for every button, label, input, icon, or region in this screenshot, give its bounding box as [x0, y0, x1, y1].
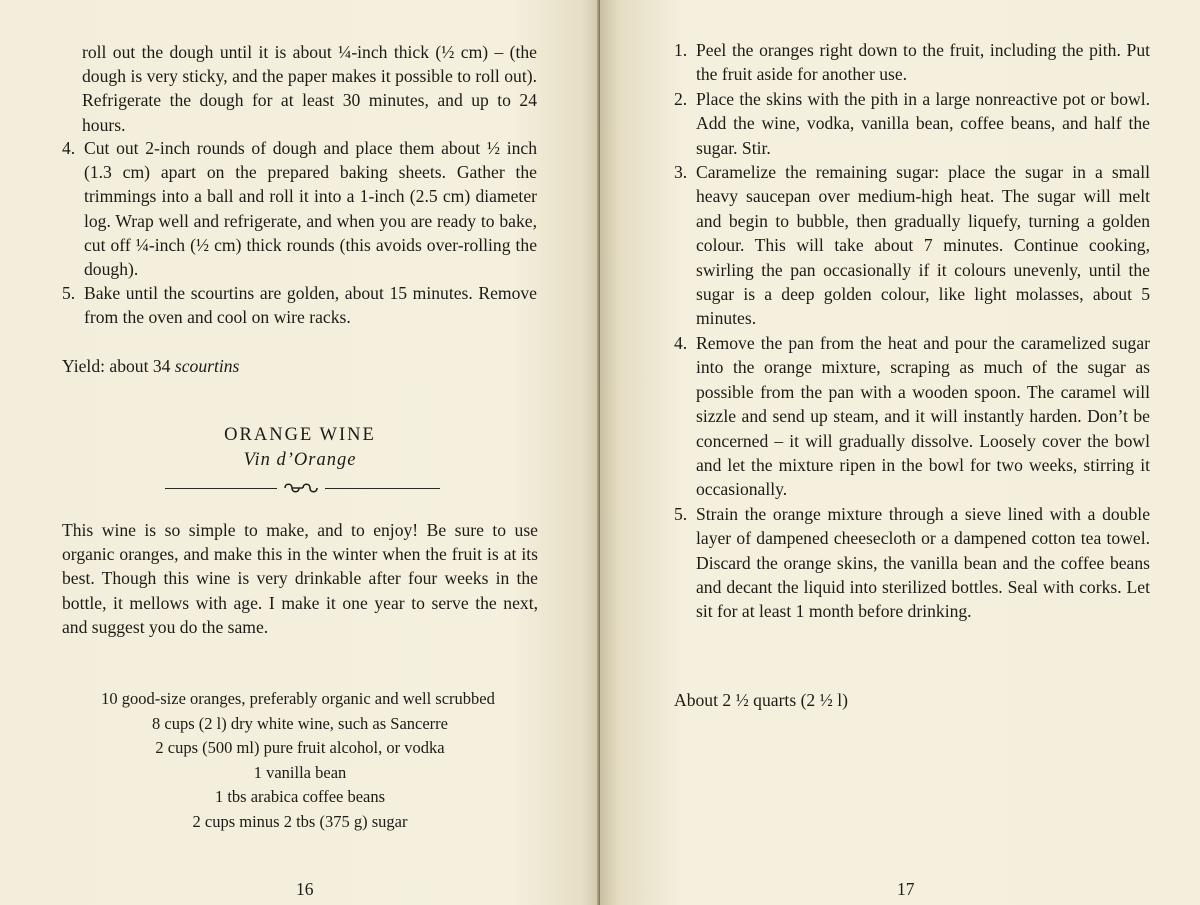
step-text: Strain the orange mixture through a sieve lined with a double layer of dampened cheesecloth or a dampened cotton tea towel. Discard the orange skins, the vanilla bean and the coffee beans and decant the liquid into sterilized bottles. Seal with corks. Let sit for at least 1 month before drinking.: [696, 503, 1150, 622]
ingredient-item: 8 cups (2 l) dry white wine, such as Sancerre: [152, 713, 448, 733]
page-number-left: 16: [296, 879, 314, 899]
yield-line: [62, 354, 239, 378]
step-number: 5.: [62, 283, 76, 304]
step-text: Peel the oranges right down to the fruit, including the pith. Put the fruit aside for another use.: [696, 40, 1150, 85]
yield-item: scourtins: [174, 356, 240, 376]
yield-amount: About 2 ½ quarts (2 ½ l): [674, 690, 848, 710]
right-steps-list: [674, 38, 1150, 624]
ingredient-item: 2 cups (500 ml) pure fruit alcohol, or vodka: [155, 738, 445, 758]
page-number-right: 17: [897, 879, 915, 899]
divider-line-right: [325, 488, 440, 489]
ingredient-item: 10 good-size oranges, preferably organic and well scrubbed: [101, 689, 495, 708]
ingredient-item: 1 vanilla bean: [253, 762, 347, 782]
step-text: Cut out 2-inch rounds of dough and place them about ½ inch (1.3 cm) apart on the prepared baking sheets. Gather the trimmings into a ball and roll it into a 1-inch (2.5 cm) diameter log. Wrap well and refrigerate, and when you are ready to bake, cut off ¼-inch (½ cm) thick rounds (this avoids over-rolling the dough).: [84, 138, 537, 280]
list-item: [62, 136, 537, 281]
yield-label: Yield: about 34: [62, 356, 171, 376]
ingredient-item: 2 cups minus 2 tbs (375 g) sugar: [192, 811, 408, 831]
step-number: 2.: [674, 88, 688, 109]
step-number: 1.: [674, 40, 688, 60]
divider-flourish-icon: [283, 481, 319, 495]
step-text: Caramelize the remaining sugar: place the sugar in a small heavy saucepan over medium-high heat. The sugar will melt and begin to bubble, then gradually liquefy, turning a golden colour. This will take about 7 minutes. Continue cooking, swirling the pan occasionally if it colours unevenly, until the sugar is a deep golden colour, like light molasses, about 5 minutes.: [696, 162, 1150, 329]
step-text: Remove the pan from the heat and pour the caramelized sugar into the orange mixture, scraping as much of the sugar as possible from the pan with a wooden spoon. The caramel will sizzle and send up steam, and it will instantly harden. Don’t be concerned – it will gradually dissolve. Loosely cover the bowl and let the mixture ripen in the bowl for two weeks, stirring it occasionally.: [696, 332, 1150, 500]
list-item: [674, 331, 1150, 502]
step-text: Bake until the scourtins are golden, about 15 minutes. Remove from the oven and cool on wire racks.: [84, 283, 537, 328]
left-steps-list: [62, 136, 537, 330]
list-item: [674, 87, 1150, 160]
title-divider: [165, 478, 440, 498]
continuation-text: roll out the dough until it is about ¼-inch thick (½ cm) – (the dough is very sticky, and the paper makes it possible to roll out). Refrigerate the dough for at least 30 minutes, and up to 24 hours.: [82, 42, 537, 135]
list-item: [62, 281, 537, 329]
recipe-subtitle: Vin d’Orange: [243, 450, 357, 470]
list-item: [674, 160, 1150, 331]
divider-line-left: [165, 488, 277, 489]
ingredients-list: [0, 687, 600, 835]
recipe-title: ORANGE WINE: [224, 425, 376, 445]
step-text: Place the skins with the pith in a large nonreactive pot or bowl. Add the wine, vodka, vanilla bean, coffee beans, and half the sugar. Stir.: [696, 88, 1150, 158]
ingredient-item: 1 tbs arabica coffee beans: [214, 787, 386, 807]
list-item: [674, 502, 1150, 624]
step-number: 5.: [674, 503, 688, 524]
list-item: [674, 38, 1150, 87]
recipe-intro: This wine is so simple to make, and to enjoy! Be sure to use organic oranges, and make this in the winter when the fruit is at its best. Though this wine is very drinkable after four weeks in the bottle, it mellows with age. I make it one year to serve the next, and suggest you do the same.: [62, 520, 538, 637]
step-number: 4.: [62, 138, 76, 158]
step-number: 4.: [674, 332, 688, 353]
step-number: 3.: [674, 162, 688, 183]
